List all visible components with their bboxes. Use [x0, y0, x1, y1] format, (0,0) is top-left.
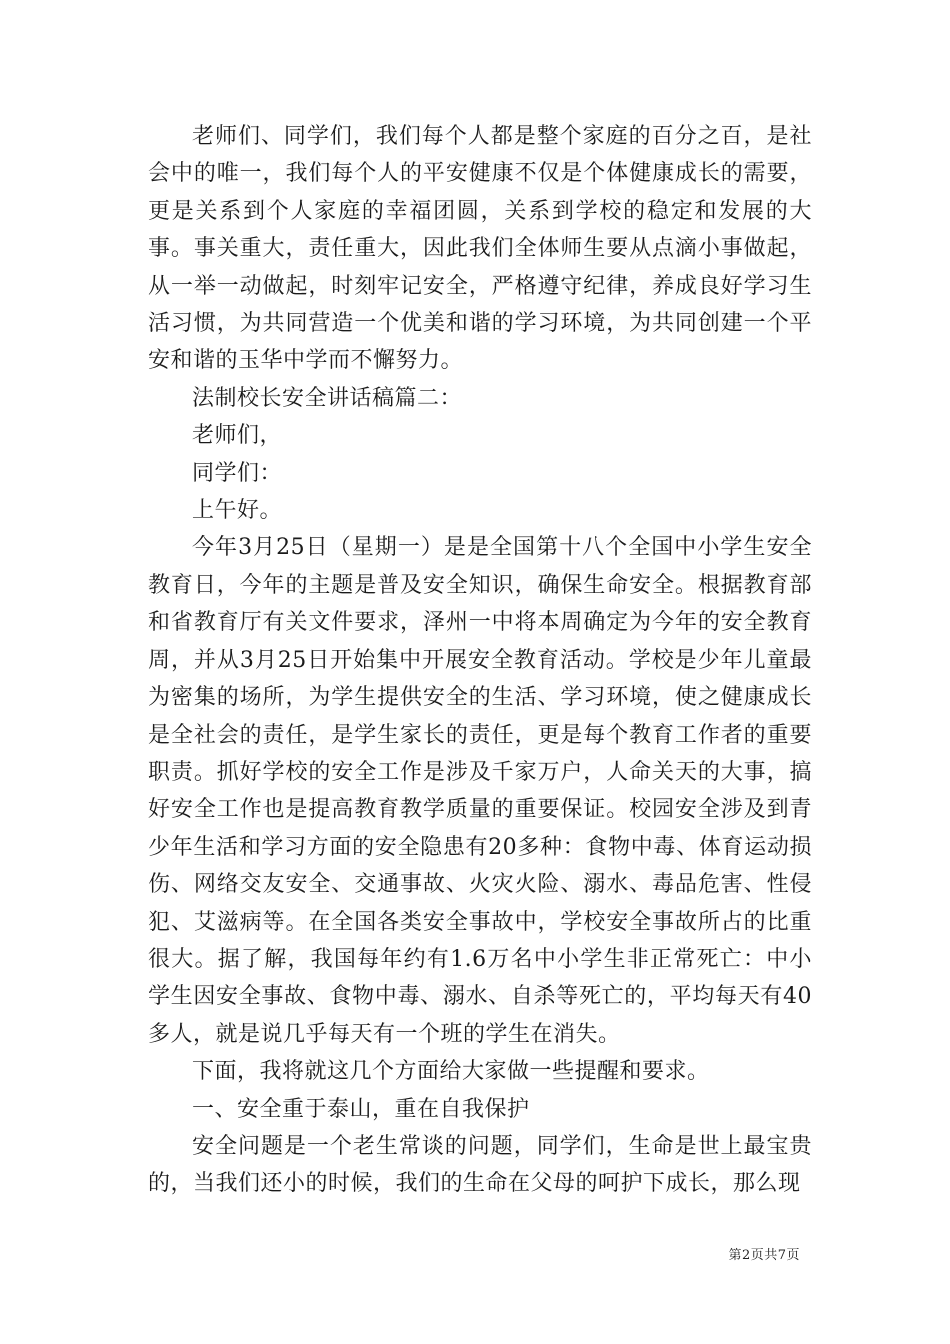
salutation-students: 同学们： — [192, 460, 283, 486]
paragraph-safety-day: 今年3月25日（星期一）是是全国第十八个全国中小学生安全教育日，今年的主题是普及安全知识，确保生命安全。根据教育部和省教育厅有关文件要求，泽州一中将本周确定为今年的安全教育周，并从3月25日开始集中开展安全教育活动。学校是少年儿童最为密集的场所，为学生提供安全的生活、学习环境，使之健康成长是全社会的责任，是学生家长的责任，更是每个教育工作者的重要职责。抓好学校的安全工作是涉及千家万户，人命关天的大事，搞好安全工作也是提高教育教学质量的重要保证。校园安全涉及到青少年生活和学习方面的安全隐患有20多种：食物中毒、体育运动损伤、网络交友安全、交通事故、火灾火险、溺水、毒品危害、性侵犯、艾滋病等。在全国各类安全事故中，学校安全事故所占的比重很大。据了解，我国每年约有1.6万名中小学生非正常死亡：中小学生因安全事故、食物中毒、溺水、自杀等死亡的，平均每天有40多人，就是说几乎每天有一个班的学生在消失。 — [148, 535, 812, 1047]
page-number-footer: 第2页共7页 — [728, 1248, 800, 1263]
document-body — [148, 118, 812, 1203]
section-heading-part-two: 法制校长安全讲话稿篇二： — [192, 385, 463, 411]
greeting: 上午好。 — [192, 498, 283, 524]
salutation-teachers: 老师们， — [192, 423, 283, 449]
section-heading-one: 一、安全重于泰山，重在自我保护 — [192, 1096, 530, 1122]
paragraph-reminders-intro: 下面，我将就这几个方面给大家做一些提醒和要求。 — [192, 1059, 710, 1085]
paragraph-safety-issue: 安全问题是一个老生常谈的问题，同学们，生命是世上最宝贵的，当我们还小的时候，我们的生命在父母的呵护下成长，那么现 — [148, 1133, 812, 1197]
paragraph-closing-appeal: 老师们、同学们，我们每个人都是整个家庭的百分之百，是社会中的唯一，我们每个人的平安健康不仅是个体健康成长的需要，更是关系到个人家庭的幸福团圆，关系到学校的稳定和发展的大事。事关重大，责任重大，因此我们全体师生要从点滴小事做起，从一举一动做起，时刻牢记安全，严格遵守纪律，养成良好学习生活习惯，为共同营造一个优美和谐的学习环境，为共同创建一个平安和谐的玉华中学而不懈努力。 — [148, 124, 812, 374]
